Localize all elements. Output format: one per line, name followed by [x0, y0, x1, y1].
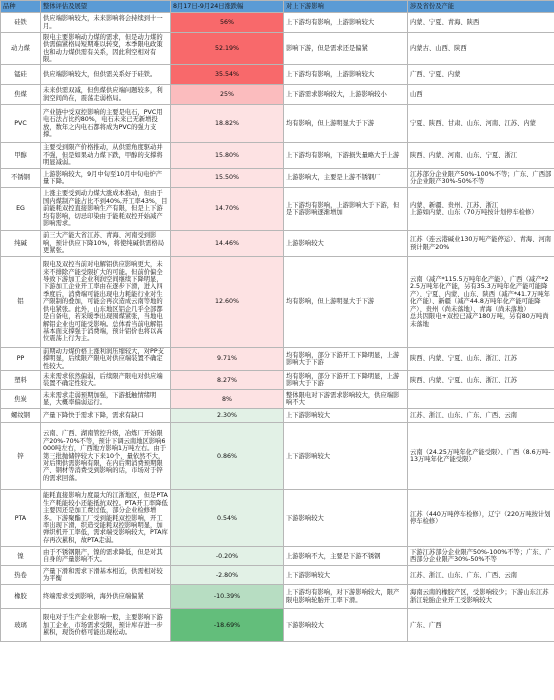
table-row[interactable]: [1, 423, 554, 490]
capacity-cell: [408, 390, 554, 409]
table-header-row: [1, 1, 554, 13]
price-change-cell: -18.69%: [171, 609, 284, 642]
assessment-cell: 能耗直接影响力度最大的江浙地区，但是PTA生产耗能较小还能抵抗双控。PTA开工率降低主要因还是加工费过低，部分企业检修增多。下游聚酯工厂受到能耗双控影响，开工率出现下滑，织造受能耗双控影响明显，加弹织机开工率低，需求端受影响较大，PTA库存再次累积，故PTA走弱。: [41, 490, 171, 547]
chain-impact-cell: 均有影响，部分下游开工下降明显，上游影响大于下游: [284, 348, 408, 371]
table-row[interactable]: [1, 13, 554, 33]
col-header-assessment[interactable]: 整体评估及展望: [41, 1, 171, 13]
commodity-cell: 玻璃: [1, 609, 41, 642]
assessment-cell: 未来需求依然偏弱，后续限产限电对供应端装置不确定性较大。: [41, 371, 171, 390]
table-row[interactable]: [1, 105, 554, 143]
commodity-cell: 锌: [1, 423, 41, 490]
assessment-cell: 产量下降快于需求下降，需求有缺口: [41, 409, 171, 423]
price-change-cell: 0.54%: [171, 490, 284, 547]
assessment-cell: 上游影响较大，9月中旬至10月中旬电炉产量下降。: [41, 169, 171, 188]
capacity-cell: 广西、宁夏、内蒙: [408, 65, 554, 85]
capacity-cell: 内蒙、宁夏、青海、陕西: [408, 13, 554, 33]
assessment-cell: 由于不锈钢限产，镍的需求降低，但是对其自身的产量影响不大。: [41, 547, 171, 566]
table-row[interactable]: [1, 409, 554, 423]
price-change-cell: 0.86%: [171, 423, 284, 490]
table-row[interactable]: [1, 585, 554, 609]
col-header-price-change[interactable]: 8月17日-9月24日涨跌幅: [171, 1, 284, 13]
chain-impact-cell: 均有影响，部分下游开工下降明显，上游影响大于下游: [284, 371, 408, 390]
price-change-cell: 15.50%: [171, 169, 284, 188]
capacity-cell: 海南云南的橡胶产区，受影响较少；下游山东江苏浙江轮胎企业开工受影响较大: [408, 585, 554, 609]
price-change-cell: -0.20%: [171, 547, 284, 566]
price-change-cell: -2.80%: [171, 566, 284, 585]
table-row[interactable]: [1, 490, 554, 547]
price-change-cell: 12.60%: [171, 257, 284, 348]
price-change-cell: 14.70%: [171, 188, 284, 231]
capacity-cell: 山西: [408, 85, 554, 105]
chain-impact-cell: 影响下游，但是需求还是偏紧: [284, 33, 408, 65]
table-row[interactable]: [1, 85, 554, 105]
commodity-cell: 硅铁: [1, 13, 41, 33]
col-header-provinces-capacity[interactable]: 涉及省份及产能: [408, 1, 554, 13]
col-header-commodity[interactable]: 品种: [1, 1, 41, 13]
table-row[interactable]: [1, 33, 554, 65]
price-change-cell: 15.80%: [171, 143, 284, 169]
table-row[interactable]: [1, 188, 554, 231]
table-row[interactable]: [1, 348, 554, 371]
commodity-cell: 热卷: [1, 566, 41, 585]
commodity-cell: 焦煤: [1, 85, 41, 105]
table-row[interactable]: [1, 390, 554, 409]
chain-impact-cell: 上下游均有影响，上游影响大于下游，但是下游影响逐渐增加: [284, 188, 408, 231]
assessment-cell: 未来供需双减，但焦煤供应端问题较多，利润空间尚在，震荡走弱格局。: [41, 85, 171, 105]
chain-impact-cell: 上游影响不大，主要是下游不锈钢: [284, 547, 408, 566]
price-change-cell: 8.27%: [171, 371, 284, 390]
chain-impact-cell: 整体限电对下游需求影响较大，供应端影响不大: [284, 390, 408, 409]
chain-impact-cell: 上下游均有影响，上游影响较大: [284, 13, 408, 33]
chain-impact-cell: 下游影响较大: [284, 609, 408, 642]
commodity-cell: 螺纹钢: [1, 409, 41, 423]
commodity-cell: 甲醇: [1, 143, 41, 169]
capacity-cell: 江苏（连云港碱业130万吨产能停运）、青海、河南预计限产20%: [408, 231, 554, 257]
assessment-cell: 上涨主要受到动力煤大涨成本推动，但由于国内煤制产能占比不到40%,开工率43%，目前能耗双控直接影响生产有限，但是上下游均有影响，切忌印染由于能耗双控开始减产影响需求。: [41, 188, 171, 231]
capacity-cell: 云南（24.25万吨年化产能受限）、广西（8.6万吨-13万吨年化产能受限）: [408, 423, 554, 490]
price-change-cell: 56%: [171, 13, 284, 33]
chain-impact-cell: 下游影响较大: [284, 490, 408, 547]
commodity-cell: 橡胶: [1, 585, 41, 609]
chain-impact-cell: 上下游影响较大: [284, 566, 408, 585]
commodity-cell: EG: [1, 188, 41, 231]
capacity-cell: 江苏、浙江、山东、广东、广西、云南: [408, 409, 554, 423]
assessment-cell: 前期动力煤价格上涨利润压缩较大，对PP支撑明显，后续限产限电对供应端装置不确定性较大。: [41, 348, 171, 371]
price-change-cell: 35.54%: [171, 65, 284, 85]
commodity-cell: PP: [1, 348, 41, 371]
col-header-chain-impact[interactable]: 对上下游影响: [284, 1, 408, 13]
assessment-cell: 产量下滑和需求下滑基本相近，供需相对较为平衡: [41, 566, 171, 585]
capacity-cell: 陕西、内蒙、宁夏、山东、浙江、江苏: [408, 371, 554, 390]
commodity-cell: PVC: [1, 105, 41, 143]
table-row[interactable]: [1, 143, 554, 169]
capacity-cell: 广东、广西: [408, 609, 554, 642]
chain-impact-cell: 上下游影响较大: [284, 423, 408, 490]
assessment-cell: 终端需求受到影响，海外供应端偏紧: [41, 585, 171, 609]
commodity-cell: 不锈钢: [1, 169, 41, 188]
commodity-cell: 动力煤: [1, 33, 41, 65]
assessment-cell: 产业链中受双控影响的主要是电石，PVC用电石法占比约80%，电石未来已无新增投放，数年之内电石都将成为PVC的强力支撑。: [41, 105, 171, 143]
table-row[interactable]: [1, 257, 554, 348]
price-change-cell: 9.71%: [171, 348, 284, 371]
chain-impact-cell: 均有影响，但上游明显大于下游: [284, 257, 408, 348]
assessment-cell: 限电对于生产企业影响一般，主要影响下游加工企业，市场需求受限，预计库存进一步累积，现货价格可能出现松动。: [41, 609, 171, 642]
capacity-cell: 云南（减产*115.5万吨年化产能）、广西（减产*22.5万吨年化产能，另有35.3万吨年化产能可能降产）、宁夏、内蒙、山东、陕西（减产*41.7万吨年化产能）、新疆（减产44.8万吨年化产能可能降产）、贵州（尚未落地）、青海（尚未落地） 总共因限电+双控已减产180万吨，另有80万吨尚未落地: [408, 257, 554, 348]
chain-impact-cell: 上游影响较大: [284, 231, 408, 257]
assessment-cell: 供应端影响较大，但供需关系好于硅铁。: [41, 65, 171, 85]
price-change-cell: 25%: [171, 85, 284, 105]
assessment-cell: 供应端影响较大，未来影响将会持续到十一月。: [41, 13, 171, 33]
capacity-cell: 内蒙、新疆、贵州、江苏、浙江 上游如内蒙、山东（70万吨按计划停车检修）: [408, 188, 554, 231]
chain-impact-cell: 上下游需求影响较大，上游影响较小: [284, 85, 408, 105]
chain-impact-cell: 上下游影响较大: [284, 409, 408, 423]
commodity-cell: 镍: [1, 547, 41, 566]
capacity-cell: 江苏（440万吨停车检修），辽宁（220万吨按计划停车检修）: [408, 490, 554, 547]
price-change-cell: 14.46%: [171, 231, 284, 257]
price-change-cell: 18.82%: [171, 105, 284, 143]
assessment-cell: 未来需求走弱预期加强，下游抵触情绪明显，大概率偏弱运行。: [41, 390, 171, 409]
capacity-cell: 陕西、内蒙、宁夏、山东、浙江、江苏: [408, 348, 554, 371]
table-row[interactable]: [1, 566, 554, 585]
commodity-cell: 纯碱: [1, 231, 41, 257]
commodity-cell: 锰硅: [1, 65, 41, 85]
chain-impact-cell: 上下游均有影响，下游损失量略大于上游: [284, 143, 408, 169]
commodity-cell: 焦炭: [1, 390, 41, 409]
table-row[interactable]: [1, 65, 554, 85]
assessment-cell: 前三大产能大省江苏、青海、河南受到影响，预计供应下降10%，将使纯碱供需格局更紧张。: [41, 231, 171, 257]
table-row[interactable]: [1, 609, 554, 642]
assessment-cell: 主要受到限产价格推动，从供需角度驱动并不强，但是如果动力煤下跌，甲醇的支撑将明显减弱。: [41, 143, 171, 169]
commodity-cell: 铝: [1, 257, 41, 348]
commodity-cell: 塑料: [1, 371, 41, 390]
chain-impact-cell: 上游影响大，主要是上游不锈钢厂: [284, 169, 408, 188]
capacity-cell: 江苏、浙江、山东、广东、广西、云南: [408, 566, 554, 585]
table-row[interactable]: [1, 231, 554, 257]
table-row[interactable]: [1, 547, 554, 566]
capacity-cell: 内蒙古、山西、陕西: [408, 33, 554, 65]
table-row[interactable]: [1, 169, 554, 188]
price-change-cell: -10.39%: [171, 585, 284, 609]
capacity-cell: 下游江苏部分企业限产50%-100%不等；广东、广西部分企业限产30%-50%不等: [408, 547, 554, 566]
capacity-cell: 陕西、内蒙、河南、山东、宁夏、浙江: [408, 143, 554, 169]
chain-impact-cell: 上下游均有影响，对下游影响较大，限产限电影响轮胎开工率下滑。: [284, 585, 408, 609]
assessment-cell: 限电及双控当前对电解铝供应影响更大，未来不排除产能受限扩大的可能。但前价偏全导致下游加工企业利润空间继续下降明显，下游加工企业开工率由在逐步下滑，进入四季度后，消费端可能出现电力耗能行业对生产限制的叠加，可能会再次造成云南等地的供电紧张。此外，山东地区铝企几乎全部都是自备电，若采暖季出现囤煤紧张，当地电解铝企业也可能受影响。总体看当前电解铝基本面支撑强于消费端，预计铝价也将以高位震荡上行为主。: [41, 257, 171, 348]
capacity-cell: 江苏部分企业限产50%-100%不等；广东、广西部分企业限产30%-50%不等: [408, 169, 554, 188]
price-change-cell: 8%: [171, 390, 284, 409]
capacity-cell: 宁夏、陕西、甘肃、山东、河南、江苏、内蒙: [408, 105, 554, 143]
table-body: [1, 13, 554, 642]
chain-impact-cell: 均有影响，但上游明显大于下游: [284, 105, 408, 143]
price-change-cell: 2.30%: [171, 409, 284, 423]
commodity-cell: PTA: [1, 490, 41, 547]
chain-impact-cell: 上下游均有影响，上游影响较大: [284, 65, 408, 85]
assessment-cell: 限电主要影响动力煤的需求，但是动力煤的供需偏紧格局短期难以转变，本季限电政策也和动力煤供需有关系，因此利空相对有限。: [41, 33, 171, 65]
assessment-cell: 云南、广西、湖南管控升级，冶炼厂开始限产20%-70%不等，预计下调云南地区影响6000吨左右，广西地方影响1万吨左右。由于第三批抛储锌较大下来10个，量依然不大，对后期供需影响有限，在内后期消费预期限产、钢材等消费受到影响的话，市场对于锌的需求回落。: [41, 423, 171, 490]
price-change-cell: 52.19%: [171, 33, 284, 65]
table-row[interactable]: [1, 371, 554, 390]
